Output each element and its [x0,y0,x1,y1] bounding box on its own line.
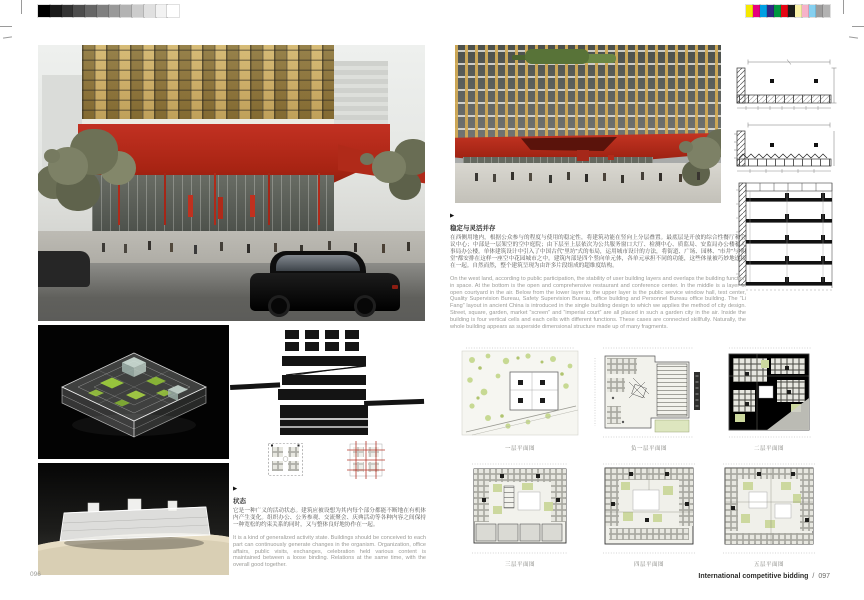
calibration-swatch [62,5,74,17]
car-wheel-front [268,295,290,317]
right-page-number: 097 [818,573,830,580]
note-heading: 状态 [233,498,246,505]
plan-caption: 四层平面图 [633,562,664,568]
massing-concept-diagram [230,327,425,435]
pedestrian-figures [102,243,105,252]
plan-caption: 负一层平面图 [630,446,667,452]
note-body-chinese: 在西侧用地内，根据公众参与的程度与使用的稳定性，将建筑功能在竖向上分层叠置。最底层是开放的综合性餐厅和会议中心；中部是一层架空的空中庭院；由下层至上层依次为公共服务窗口大厅、检测中心、质监局、安监局办公楼和人事局办公楼。单体建筑设计中引入了中国古代“里坊”式的布局，运用城市设计的方法，将街道、广场、园林、“市井”与“朝堂”都安排在这样一座空中花园城市之中。建筑内部是四个竖向单元体，各单元承担不同的功能，这些体量被巧妙地连接在一起。自然而然，整个建筑呈现为由许多片段组成的超维度结构。 [450,235,746,269]
plan-figure-basement-1 [585,336,713,452]
calibration-swatch [120,5,132,17]
plan-figure-level-2 [713,336,825,452]
right-page-footer [698,573,830,580]
crop-mark-top-right-vertical [843,0,844,14]
calibration-swatch [802,5,809,17]
footer-separator: / [812,573,815,580]
crop-mark-top-right-horizontal [852,26,864,27]
black-car-foreground [250,251,400,315]
calibration-swatch [753,5,760,17]
calibration-swatch [132,5,144,17]
note-body-chinese: 它是一种广义的活动状态。建筑应被设想为其内每个部分都能不断地在有机体内产生变化。组织办公、公务参观、交流聚会、庆典活动等各种内容之间保持一种宽松的约束关系的同时，又与整体良好地协作在一起。 [233,508,426,528]
note-body-english: It is a kind of generalized activity state. Buildings should be conceived to each part can continuously generate changes in the organism. Organization, office affairs, public visits, exchanges, celebration held various content is maintained between a loose binding. Relations at the same time, with the overall good together. [233,535,426,569]
plan-caption: 三层平面图 [504,562,535,568]
plan-caption: 五层平面图 [753,562,784,568]
calibration-swatch [823,5,830,17]
plan-caption: 一层平面图 [504,446,535,452]
calibration-swatch [50,5,62,17]
facade-slab-band [82,119,334,124]
section-marker-icon: ▶ [233,486,238,492]
module-grid-diagram [266,440,306,480]
calibration-swatch [795,5,802,17]
crop-mark-top-right-dash [849,36,858,38]
gold-facade-grid [82,45,334,121]
calibration-swatch [760,5,767,17]
acrylic-model-photo-top [38,325,229,459]
calibration-swatch [774,5,781,17]
car-window [276,255,360,271]
calibration-swatch [809,5,816,17]
calibration-swatch [767,5,774,17]
wall-section-drawing [733,178,838,298]
red-pilotis-columns [118,173,120,225]
note-heading: 稳定与灵活并存 [450,225,496,232]
calibration-swatch [144,5,156,17]
plan-figure-level-3 [455,452,585,568]
roof-planting [525,49,589,64]
crop-mark-top-left-vertical [21,0,22,14]
calibration-swatch [97,5,109,17]
storefront-glazing [92,175,334,233]
red-kiosk [577,150,589,161]
plan-caption: 二层平面图 [753,446,784,452]
canopy-soffit-shadow [521,137,617,151]
calibration-swatch [109,5,121,17]
car-wheel-rear [354,295,376,317]
left-page-number: 096 [30,571,41,578]
facade-detail-section-1 [730,55,838,118]
calibration-swatch [816,5,823,17]
acrylic-model-photo-bottom [38,463,229,575]
note-body-english: On the west land, according to public participation, the stability of user building layers and overlaps the building function in space. At the bottom is the open and comprehensive restaurant and conference center. In the middle is a layer of open courtyard in the air. Below from the lower layer to the upper layer is the public service window hall, test center, Quality Supervision Bureau, Safety Supervision Bureau, office building and Personnel Bureau office building. The “Li Fang” layout in ancient China is introduced in the single building design to which we applies the method of city design. Street, square, garden, market “screen” and “imperial court” are all placed in such a garden city in the air. Inside the building is four vertical cells and each cells with different functions. These cases are connected skillfully. Naturally, the whole building appears as superside dimensional structure made up of many fragments. [450,276,746,330]
plan-figure-level-1 [455,336,585,452]
color-calibration-bar [746,5,830,17]
plan-figure-level-5 [713,452,825,568]
right-caption-block [450,213,746,330]
exterior-rendering-plaza-view [455,45,721,203]
left-caption-block [233,486,426,569]
tree-cluster-right [679,141,693,153]
pedestrian-figures [475,173,478,181]
calibration-swatch [781,5,788,17]
tree-cluster-left [44,149,60,163]
section-marker-icon: ▶ [450,213,455,219]
footer-title: International competitive bidding [698,573,809,580]
red-entrance-banners [188,195,193,217]
plan-figure-level-4 [585,452,713,568]
parked-car-left [38,251,90,287]
facade-detail-section-2 [730,118,838,181]
calibration-swatch [38,5,50,17]
calibration-swatch [73,5,85,17]
exterior-rendering-street-view [38,45,425,321]
tree-cluster-right [360,153,374,165]
calibration-swatch [85,5,97,17]
floor-plan-grid [455,336,825,568]
plaza-ground [455,163,721,203]
car-taillight [392,285,398,289]
calibration-swatch [788,5,795,17]
structural-grid-diagram [346,440,386,480]
crop-mark-top-left-horizontal [0,26,12,27]
calibration-swatch [167,5,179,17]
crop-mark-top-left-dash [3,36,12,38]
calibration-swatch [156,5,168,17]
calibration-swatch [746,5,753,17]
grayscale-calibration-bar [38,5,179,17]
